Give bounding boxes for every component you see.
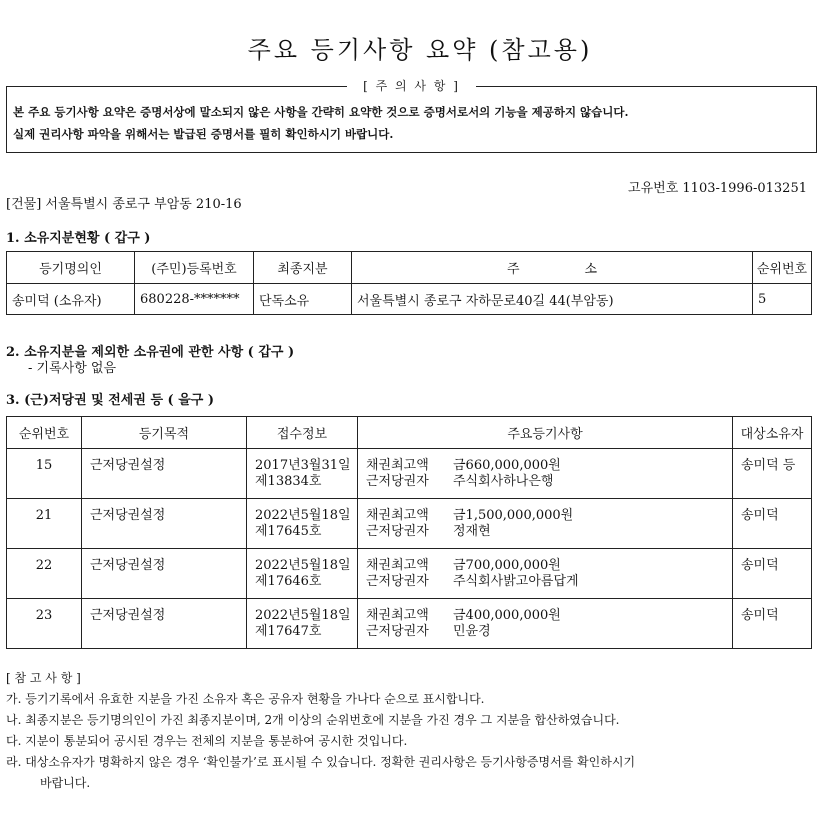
owner-name: 송미덕 (소유자)	[7, 284, 135, 315]
receipt-number: 제17645호	[255, 524, 322, 539]
col-address: 주 소	[352, 252, 753, 284]
section3-title: 3. (근)저당권 및 전세권 등 ( 을구 )	[6, 393, 214, 408]
section2-note: - 기록사항 없음	[28, 361, 117, 376]
mortgage-header-row	[7, 417, 812, 449]
unique-number: 고유번호 1103-1996-013251	[628, 181, 807, 196]
receipt-number: 제17646호	[255, 574, 322, 589]
page-title: 주요 등기사항 요약 (참고용)	[247, 36, 593, 64]
owner-share: 단독소유	[254, 284, 352, 315]
receipt-cell	[247, 449, 358, 499]
receipt-date: 2022년5월18일	[255, 608, 351, 623]
col-details: 주요등기사항	[358, 417, 733, 449]
mortgagee-name: 주식회사밝고아름답게	[453, 574, 579, 589]
section1-title: 1. 소유지분현황 ( 갑구 )	[6, 231, 151, 246]
max-claim-label: 채권최고액	[366, 558, 429, 573]
receipt-cell	[247, 499, 358, 549]
owner-reg-number: 680228-*******	[135, 284, 254, 315]
max-claim-amount: 금700,000,000원	[453, 558, 561, 573]
table-row	[7, 599, 812, 649]
details-cell	[358, 549, 733, 599]
col-target-owner: 대상소유자	[733, 417, 812, 449]
reference-item: 라. 대상소유자가 명확하지 않은 경우 ‘확인불가’로 표시될 수 있습니다. 정확한 권리사항은 등기사항증명서를 확인하시기	[6, 755, 636, 769]
notice-heading: [ 주 의 사 항 ]	[347, 79, 476, 93]
receipt-number: 제13834호	[255, 474, 322, 489]
details-cell	[358, 449, 733, 499]
ownership-header-row	[7, 252, 812, 284]
mortgage-table	[6, 416, 812, 649]
receipt-date: 2022년5월18일	[255, 508, 351, 523]
purpose-cell: 근저당권설정	[82, 599, 247, 649]
mortgagee-name: 주식회사하나은행	[453, 474, 554, 489]
notice-line-1: 본 주요 등기사항 요약은 증명서상에 말소되지 않은 사항을 간략히 요약한 것으로 증명서로서의 기능을 제공하지 않습니다.	[13, 105, 629, 119]
rank-cell: 21	[7, 499, 82, 549]
mortgagee-name: 정재현	[453, 524, 491, 539]
max-claim-label: 채권최고액	[366, 508, 429, 523]
max-claim-amount: 금400,000,000원	[453, 608, 561, 623]
col-rank: 순위번호	[7, 417, 82, 449]
rank-cell: 23	[7, 599, 82, 649]
mortgagee-label: 근저당권자	[366, 524, 429, 539]
details-cell	[358, 499, 733, 549]
reference-item: 나. 최종지분은 등기명의인이 가진 최종지분이며, 2개 이상의 순위번호에 지분을 가진 경우 그 지분을 합산하였습니다.	[6, 713, 620, 727]
rank-cell: 22	[7, 549, 82, 599]
purpose-cell: 근저당권설정	[82, 499, 247, 549]
mortgagee-name: 민윤경	[453, 624, 491, 639]
references-heading: [ 참 고 사 항 ]	[6, 671, 81, 685]
target-owner-cell: 송미덕 등	[733, 449, 812, 499]
max-claim-label: 채권최고액	[366, 608, 429, 623]
max-claim-label: 채권최고액	[366, 458, 429, 473]
notice-line-2: 실제 권리사항 파악을 위해서는 발급된 증명서를 필히 확인하시기 바랍니다.	[13, 127, 394, 141]
receipt-date: 2017년3월31일	[255, 458, 351, 473]
target-owner-cell: 송미덕	[733, 599, 812, 649]
purpose-cell: 근저당권설정	[82, 549, 247, 599]
section2-title: 2. 소유지분을 제외한 소유권에 관한 사항 ( 갑구 )	[6, 345, 295, 360]
target-owner-cell: 송미덕	[733, 549, 812, 599]
max-claim-amount: 금660,000,000원	[453, 458, 561, 473]
receipt-date: 2022년5월18일	[255, 558, 351, 573]
target-owner-cell: 송미덕	[733, 499, 812, 549]
owner-rank: 5	[753, 284, 812, 315]
purpose-cell: 근저당권설정	[82, 449, 247, 499]
mortgagee-label: 근저당권자	[366, 474, 429, 489]
details-cell	[358, 599, 733, 649]
receipt-cell	[247, 549, 358, 599]
col-final-share: 최종지분	[254, 252, 352, 284]
col-reg-number: (주민)등록번호	[135, 252, 254, 284]
references	[6, 668, 635, 794]
mortgagee-label: 근저당권자	[366, 624, 429, 639]
reference-item: 가. 등기기록에서 유효한 지분을 가진 소유자 혹은 공유자 현황을 가나다 순으로 표시합니다.	[6, 692, 485, 706]
receipt-cell	[247, 599, 358, 649]
owner-address: 서울특별시 종로구 자하문로40길 44(부암동)	[352, 284, 753, 315]
table-row	[7, 549, 812, 599]
table-row	[7, 284, 812, 315]
reference-item-continuation: 바랍니다.	[40, 776, 91, 790]
building-address: [건물] 서울특별시 종로구 부암동 210-16	[6, 197, 242, 212]
rank-cell: 15	[7, 449, 82, 499]
notice-box	[6, 79, 817, 153]
max-claim-amount: 금1,500,000,000원	[453, 508, 574, 523]
mortgagee-label: 근저당권자	[366, 574, 429, 589]
reference-item: 다. 지분이 통분되어 공시된 경우는 전체의 지분을 통분하여 공시한 것입니다.	[6, 734, 408, 748]
col-purpose: 등기목적	[82, 417, 247, 449]
table-row	[7, 499, 812, 549]
table-row	[7, 449, 812, 499]
ownership-table	[6, 251, 812, 315]
col-receipt: 접수정보	[247, 417, 358, 449]
col-registrant: 등기명의인	[7, 252, 135, 284]
receipt-number: 제17647호	[255, 624, 322, 639]
col-rank: 순위번호	[753, 252, 812, 284]
